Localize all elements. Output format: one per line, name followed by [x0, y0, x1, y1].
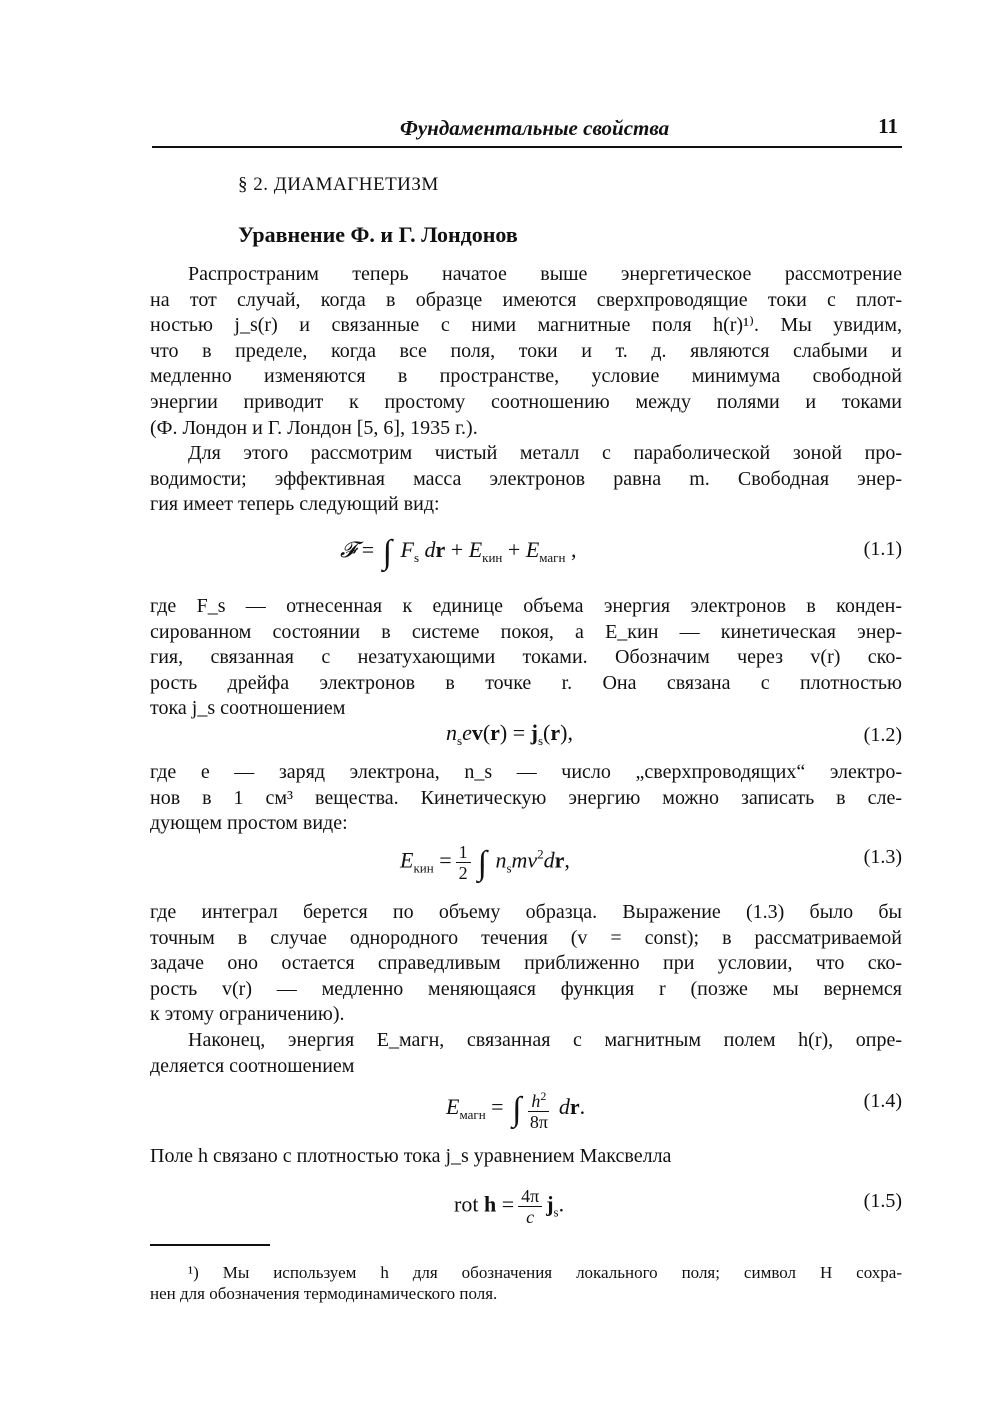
text-line: гия, связанная с незатухающими токами. Обозначим через v(r) ско-: [150, 646, 902, 669]
text-line: (Ф. Лондон и Г. Лондон [5, 6], 1935 г.).: [150, 416, 478, 439]
text-line: что в пределе, когда все поля, токи и т. д. являются слабыми и: [150, 339, 902, 362]
text-line: Поле h связано с плотностью тока j_s уравнением Максвелла: [150, 1145, 672, 1167]
paragraph-kinetic: [150, 594, 902, 722]
text-line: где интеграл берется по объему образца. Выражение (1.3) было бы: [150, 901, 902, 923]
paragraph-integral: [150, 900, 902, 1028]
text-line: дующем простом виде:: [150, 812, 348, 835]
text-line: к этому ограничению).: [150, 1003, 345, 1026]
paragraph-maxwell: [150, 1144, 902, 1170]
page-number: 11: [878, 114, 898, 138]
paragraph-free-energy: [150, 441, 902, 518]
equation-1-2-number: (1.2): [863, 724, 902, 746]
header-rule: [152, 146, 902, 148]
equation-1-1: [150, 534, 902, 574]
text-line: сированном состоянии в системе покоя, а E_кин — кинетическая энер-: [150, 620, 902, 643]
paragraph-charge: [150, 760, 902, 837]
text-line: нов в 1 см³ вещества. Кинетическую энергию можно записать в сле-: [150, 786, 902, 809]
equation-1-4: [150, 1086, 902, 1132]
equation-1-2-body: $n_sev(r) = j_s(r)$,: [446, 720, 573, 748]
text-line: гия имеет теперь следующий вид:: [150, 493, 440, 516]
paragraph-magnetic: [150, 1028, 902, 1079]
equation-1-3: [150, 842, 902, 882]
text-line: тока j_s соотношением: [150, 697, 346, 720]
text-line: рость дрейфа электронов в точке r. Она связана с плотностью: [150, 671, 902, 694]
text-line: где e — заряд электрона, n_s — число „сверхпроводящих“ электро-: [150, 761, 902, 783]
equation-1-4-number: (1.4): [863, 1090, 902, 1112]
equation-1-2: [150, 720, 902, 760]
text-line: ностью j_s(r) и связанные с ними магнитные поля h(r)¹⁾. Мы увидим,: [150, 314, 902, 337]
equation-1-3-number: (1.3): [863, 846, 902, 868]
text-line: Для этого рассмотрим чистый металл с параболической зоной про-: [188, 442, 902, 464]
section-heading: § 2. ДИАМАГНЕТИЗМ: [238, 174, 439, 195]
paragraph-intro: [150, 262, 902, 441]
subsection-heading: Уравнение Ф. и Г. Лондонов: [238, 222, 518, 247]
running-title: Фундаментальные свойства: [400, 116, 670, 140]
footnote-line: ¹) Мы используем h для обозначения локального поля; символ H сохра-: [188, 1263, 902, 1282]
running-head: [152, 108, 902, 142]
equation-1-1-body: 𝓕 = ∫ $F_s$ dr + $E_{кин} + E_{магн}$ ,: [340, 534, 577, 571]
text-line: где F_s — отнесенная к единице объема энергия электронов в конден-: [150, 595, 902, 617]
footnote: [150, 1262, 902, 1304]
text-line: водимости; эффективная масса электронов равна m. Свободная энер-: [150, 467, 902, 490]
equation-1-5-number: (1.5): [863, 1190, 902, 1212]
equation-1-3-body: $E_{кин}$ = $\frac{1}{2}$ ∫ $n_smv^2dr$,: [400, 842, 570, 883]
equation-1-1-number: (1.1): [863, 538, 902, 560]
text-line: точным в случае однородного течения (v = const); в рассматриваемой: [150, 926, 902, 949]
equation-1-5: [150, 1186, 902, 1226]
text-line: деляется соотношением: [150, 1054, 355, 1077]
text-line: Распространим теперь начатое выше энергетическое рассмотрение: [188, 263, 902, 285]
text-line: медленно изменяются в пространстве, условие минимума свободной: [150, 365, 902, 388]
equation-1-4-body: $E_{магн}$ = ∫ $\frac{h^2}{8\pi}$ dr.: [446, 1086, 585, 1132]
text-line: задаче оно остается справедливым приближенно при условии, что ско-: [150, 952, 902, 975]
equation-1-5-body: rot h = $\frac{4\pi}{c}$ $j_s$.: [454, 1186, 565, 1227]
text-line: рость v(r) — медленно меняющаяся функция r (позже мы вернемся: [150, 977, 902, 1000]
text-line: на тот случай, когда в образце имеются сверхпроводящие токи с плот-: [150, 288, 902, 311]
footnote-line: нен для обозначения термодинамического поля.: [150, 1284, 498, 1303]
text-line: Наконец, энергия E_магн, связанная с магнитным полем h(r), опре-: [188, 1029, 902, 1051]
footnote-rule: [150, 1244, 270, 1246]
text-line: энергии приводит к простому соотношению между полями и токами: [150, 390, 902, 413]
